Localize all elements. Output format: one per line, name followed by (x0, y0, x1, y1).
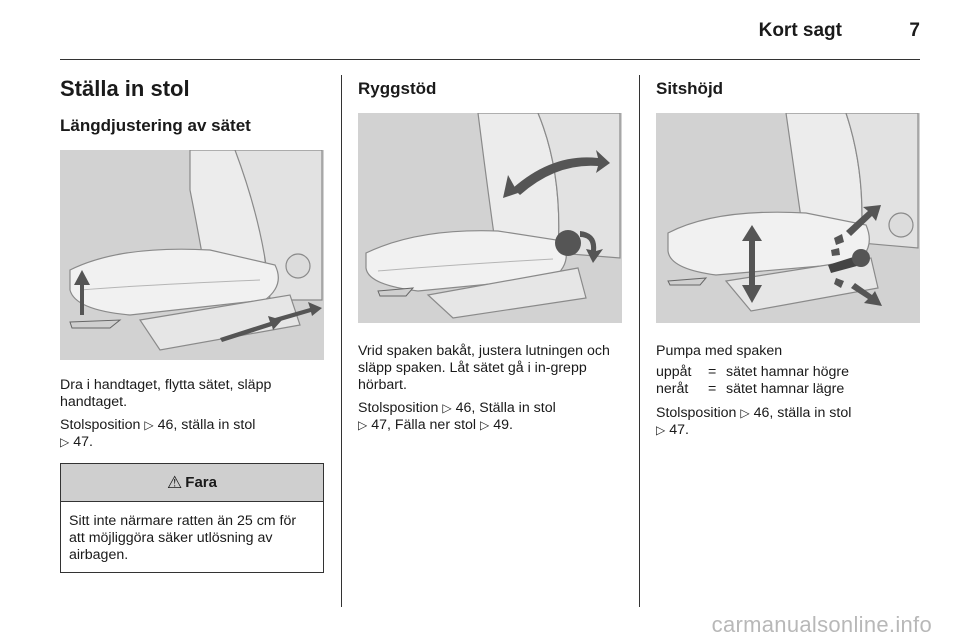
arrow-ref-icon: ▷ (740, 406, 750, 420)
figure-seat-height (656, 113, 920, 323)
warning-triangle-icon: ⚠ (167, 472, 183, 493)
instruction-text: Dra i handtaget, flytta sätet, släpp handtaget. (60, 377, 272, 410)
page-number: 7 (909, 20, 920, 41)
column-divider (341, 75, 342, 607)
figure-seat-length (60, 150, 324, 360)
arrow-ref-icon: ▷ (358, 418, 368, 432)
definition-row: uppåt = sätet hamnar högre (656, 364, 850, 380)
definition-list (656, 364, 920, 398)
cross-reference-text: Stolsposition ▷ 46, Ställa in stol ▷ 47, Fälla ner stol ▷ 49. (358, 400, 556, 433)
warning-text: Sitt inte närmare ratten än 25 cm för att möjliggöra säker utlösning av airbagen. (69, 513, 297, 563)
column-1 (60, 72, 324, 573)
column-divider (639, 75, 640, 607)
arrow-ref-icon: ▷ (60, 435, 70, 449)
page-title: Ställa in stol (60, 76, 190, 101)
column-3 (656, 72, 920, 439)
heading-seat-height: Sitshöjd (656, 79, 724, 98)
definition-row: neråt = sätet hamnar lägre (656, 381, 845, 397)
instruction-text: Pumpa med spaken (656, 343, 783, 359)
arrow-ref-icon: ▷ (480, 418, 490, 432)
page-header (60, 18, 920, 60)
subtitle-length-adjust: Längdjustering av sätet (60, 116, 251, 135)
heading-backrest: Ryggstöd (358, 79, 437, 98)
cross-reference-text: Stolsposition ▷ 46, ställa in stol ▷ 47. (60, 417, 256, 450)
watermark: carmanualsonline.info (711, 612, 932, 637)
instruction-text: Vrid spaken bakåt, justera lutningen och släpp spaken. Låt sätet gå i in-grepp hörbart. (358, 343, 610, 393)
figure-backrest (358, 113, 622, 323)
section-title: Kort sagt (758, 20, 842, 41)
warning-header: ⚠ Fara (61, 464, 323, 502)
warning-box (60, 463, 324, 573)
column-2 (358, 72, 622, 434)
arrow-ref-icon: ▷ (144, 418, 154, 432)
arrow-ref-icon: ▷ (442, 401, 452, 415)
arrow-ref-icon: ▷ (656, 423, 666, 437)
cross-reference-text: Stolsposition ▷ 46, ställa in stol ▷ 47. (656, 405, 852, 438)
